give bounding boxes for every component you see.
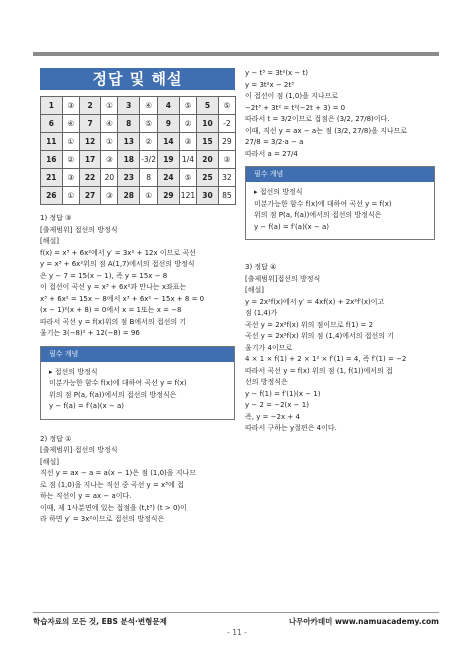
text-line: 27/8 = 3/2·a − a: [245, 138, 304, 146]
answer-value: -3/2: [140, 151, 158, 169]
text-line: −2t³ + 3t² = t²(−2t + 3) = 0: [245, 103, 346, 112]
question-number: 29: [158, 187, 180, 205]
text-line: 점 (1,4)가: [245, 309, 278, 317]
answer-value: ⑤: [179, 169, 196, 187]
question-number: 12: [79, 133, 101, 151]
solution-2: [40, 434, 235, 526]
text-line: 3) 정답 ④: [245, 263, 277, 271]
text-line: 직선 y = ax − a = a(x − 1)은 점 (1,0)을 지나므: [40, 469, 197, 477]
solution-1: [40, 213, 235, 340]
question-number: 27: [79, 187, 101, 205]
question-number: 20: [197, 151, 219, 169]
answer-value: ⑤: [218, 97, 235, 115]
concept-box-right: [245, 166, 435, 240]
answer-value: ③: [218, 151, 235, 169]
answer-value: ⑤: [140, 115, 158, 133]
answer-value: ④: [101, 115, 118, 133]
question-number: 30: [197, 187, 219, 205]
answer-value: 1/4: [179, 151, 196, 169]
concept-box-header: 필수 개념: [41, 347, 234, 362]
text-line: [해설]: [245, 286, 264, 294]
text-line: 이 접선이 곡선 y = x³ + 6x²과 만나는 x좌표는: [40, 283, 187, 291]
footer-left: 학습자료의 모든 것, EBS 분석·변형문제: [33, 617, 167, 626]
concept-box-header: 필수 개념: [246, 167, 434, 182]
text-line: y = 2x²f(x)에서 y′ = 4xf(x) + 2x²f′(x)이고: [245, 297, 385, 306]
right-column: [245, 68, 435, 435]
text-line: ▸ 접선의 방정식: [254, 188, 303, 196]
answer-value: 85: [218, 187, 235, 205]
question-number: 19: [158, 151, 180, 169]
answer-row: [41, 187, 236, 205]
answer-value: 32: [218, 169, 235, 187]
concept-box-left: [40, 346, 235, 420]
text-line: 따라서 a = 27/4: [245, 149, 298, 158]
solution-2-continued: [245, 68, 435, 160]
answer-row: [41, 151, 236, 169]
text-line: (x − 1)²(x + 8) = 0에서 x = 1또는 x = −8: [40, 306, 182, 314]
answer-table: [40, 96, 236, 205]
concept-box-body: [246, 182, 434, 239]
text-line: 위의 점 P(a, f(a))에서의 접선의 방정식은: [254, 211, 382, 219]
answer-value: ①: [62, 187, 79, 205]
text-line: 이 접선이 점 (1,0)을 지나므로: [245, 92, 339, 100]
text-line: 4 × 1 × f(1) + 2 × 1² × f′(1) = 4, 즉 f′(1) = −2: [245, 355, 407, 363]
text-line: [출제범위] 접선의 방정식: [40, 446, 118, 454]
question-number: 11: [41, 133, 63, 151]
text-line: [해설]: [40, 237, 59, 245]
answer-value: ④: [62, 115, 79, 133]
text-line: 이때, 직선 y = ax − a는 점 (3/2, 27/8)을 지나므로: [245, 126, 408, 135]
question-number: 23: [118, 169, 140, 187]
text-line: 즉, y = −2x + 4: [245, 412, 300, 421]
answer-value: ①: [101, 97, 118, 115]
text-line: 따라서 t = 3/2이므로 접점은 (3/2, 27/8)이다.: [245, 115, 390, 123]
text-line: [출제범위]접선의 방정식: [245, 274, 321, 283]
text-line: 2) 정답 ①: [40, 434, 72, 443]
solution-3: [245, 262, 435, 435]
text-line: 위의 점 P(a, f(a))에서의 접선의 방정식은: [49, 390, 177, 399]
text-line: y − f(1) = f′(1)(x − 1): [245, 389, 321, 398]
answer-value: ③: [62, 97, 79, 115]
text-line: 울기는 3(−8)² + 12(−8) = 96: [40, 329, 140, 337]
text-line: 선의 방정식은: [245, 378, 288, 386]
answer-value: ③: [179, 133, 196, 151]
text-line: y − f(a) = f′(a)(x − a): [254, 222, 330, 231]
answer-row: [41, 133, 236, 151]
text-line: [출제범위] 접선의 방정식: [40, 225, 118, 234]
text-line: y − t³ = 3t²(x − t): [245, 69, 308, 77]
text-line: 곡선 y = 2x²f(x) 위의 점 (1,4)에서의 접선의 기: [245, 332, 395, 340]
question-number: 7: [79, 115, 101, 133]
text-line: 미분가능한 함수 f(x)에 대하여 곡선 y = f(x): [254, 199, 392, 208]
text-line: f(x) = x³ + 6x²에서 y′ = 3x² + 12x 이므로 곡선: [40, 248, 196, 257]
text-line: 울기가 4이므로: [245, 343, 293, 352]
answer-row: [41, 97, 236, 115]
question-number: 16: [41, 151, 63, 169]
question-number: 13: [118, 133, 140, 151]
footer-rule: [33, 612, 439, 613]
answer-value: ⑤: [179, 97, 196, 115]
text-line: 이때, 제 1사분면에 있는 접점을 (t,t³) (t > 0)이: [40, 503, 187, 512]
question-number: 25: [197, 169, 219, 187]
question-number: 24: [158, 169, 180, 187]
answer-value: ③: [101, 151, 118, 169]
page-number: - 11 -: [227, 628, 247, 637]
question-number: 8: [118, 115, 140, 133]
answer-value: ②: [179, 115, 196, 133]
question-number: 5: [197, 97, 219, 115]
text-line: 따라서 곡선 y = f(x) 위의 점 (1, f(1))에서의 접: [245, 366, 393, 375]
question-number: 6: [41, 115, 63, 133]
question-number: 22: [79, 169, 101, 187]
left-column: [40, 68, 235, 526]
text-line: ▸ 접선의 방정식: [49, 367, 98, 376]
question-number: 9: [158, 115, 180, 133]
answer-value: ①: [101, 133, 118, 151]
concept-box-body: [41, 362, 234, 419]
text-line: 은 y − 7 = 15(x − 1), 즉 y = 15x − 8: [40, 271, 168, 280]
question-number: 10: [197, 115, 219, 133]
question-number: 3: [118, 97, 140, 115]
answer-value: ④: [140, 97, 158, 115]
answer-value: 121: [179, 187, 196, 205]
question-number: 4: [158, 97, 180, 115]
text-line: 따라서 곡선 y = f(x)위의 점 B에서의 접선의 기: [40, 317, 187, 326]
question-number: 21: [41, 169, 63, 187]
question-number: 28: [118, 187, 140, 205]
text-line: 라 하면 y′ = 3x²이므로 접선의 방정식은: [40, 515, 165, 523]
text-line: x³ + 6x² = 15x − 8에서 x³ + 6x² − 15x + 8 = 0: [40, 294, 205, 303]
footer-right: 나무아카데미 www.namuacademy.com: [288, 617, 439, 626]
text-line: 곡선 y = 2x²f(x) 위의 점이므로 f(1) = 2: [245, 320, 374, 329]
text-line: [해설]: [40, 457, 59, 466]
answer-value: ①: [62, 133, 79, 151]
answer-value: 20: [101, 169, 118, 187]
answer-value: ②: [140, 133, 158, 151]
question-number: 14: [158, 133, 180, 151]
answer-row: [41, 115, 236, 133]
question-number: 17: [79, 151, 101, 169]
text-line: 하는 직선이 y = ax − a이다.: [40, 492, 132, 500]
text-line: y − 2 = −2(x − 1): [245, 401, 309, 409]
answer-row: [41, 169, 236, 187]
text-line: y = x³ + 6x²위의 점 A(1,7)에서의 접선의 방정식: [40, 260, 195, 268]
text-line: 로 점 (1,0)을 지나는 직선 중 곡선 y = x³에 접: [40, 480, 184, 489]
question-number: 2: [79, 97, 101, 115]
text-line: 따라서 구하는 y절편은 4이다.: [245, 424, 337, 432]
top-rule: [33, 52, 439, 56]
text-line: y = 3t²x − 2t³: [245, 80, 294, 89]
text-line: y − f(a) = f′(a)(x − a): [49, 402, 125, 410]
answer-value: ③: [101, 187, 118, 205]
question-number: 18: [118, 151, 140, 169]
answer-value: -2: [218, 115, 235, 133]
answer-value: 8: [140, 169, 158, 187]
question-number: 1: [41, 97, 63, 115]
answer-value: ③: [62, 169, 79, 187]
question-number: 26: [41, 187, 63, 205]
text-line: 미분가능한 함수 f(x)에 대하여 곡선 y = f(x): [49, 379, 187, 387]
page-title: 정답 및 해설: [40, 68, 235, 90]
text-line: 1) 정답 ③: [40, 214, 72, 222]
answer-value: ①: [140, 187, 158, 205]
answer-value: 29: [218, 133, 235, 151]
answer-value: ②: [62, 151, 79, 169]
question-number: 15: [197, 133, 219, 151]
